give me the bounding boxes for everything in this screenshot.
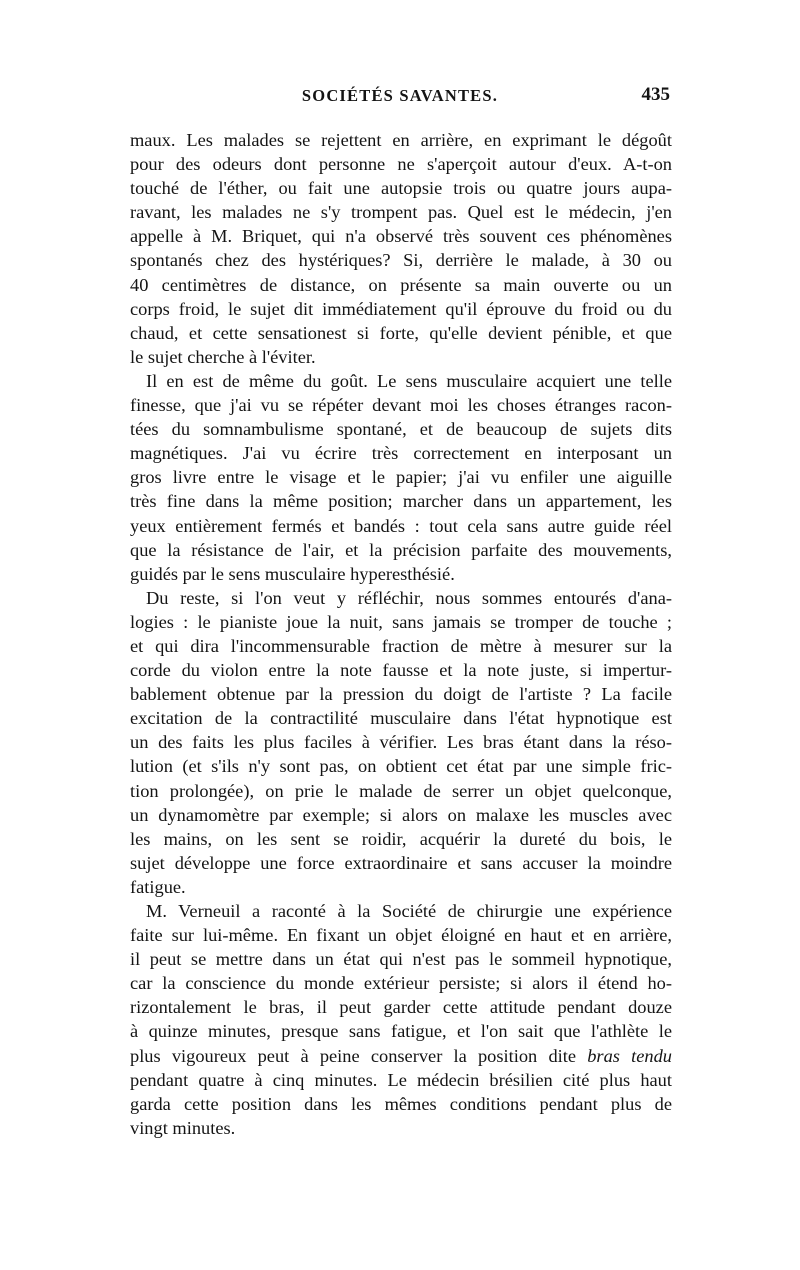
text-line: tion prolongée), on prie le malade de serrer un objet quelconque, (130, 780, 672, 801)
text-line: logies : le pianiste joue la nuit, sans jamais se tromper de touche ; (130, 611, 672, 632)
text-line: corde du violon entre la note fausse et la note juste, si impertur- (130, 660, 672, 681)
text-line: touché de l'éther, ou fait une autopsie trois ou quatre jours aupa- (130, 178, 672, 199)
text-span: plus vigoureux peut à peine conserver la position dite (130, 1045, 588, 1066)
text-line: car la conscience du monde extérieur persiste; si alors il étend ho- (130, 973, 672, 994)
text-line: ravant, les malades ne s'y trompent pas. Quel est le médecin, j'en (130, 202, 672, 223)
text-line: Du reste, si l'on veut y réfléchir, nous sommes entourés d'ana- (146, 587, 672, 608)
text-line: rizontalement le bras, il peut garder cette attitude pendant douze (130, 997, 672, 1018)
page-number: 435 (641, 84, 670, 105)
text-line: gros livre entre le visage et le papier; j'ai vu enfiler une aiguille (130, 467, 672, 488)
text-line: tées du somnambulisme spontané, et de beaucoup de sujets dits (130, 419, 672, 440)
text-line: un des faits les plus faciles à vérifier. Les bras étant dans la réso- (130, 732, 672, 753)
text-line: magnétiques. J'ai vu écrire très correctement en interposant un (130, 443, 672, 464)
text-line: bablement obtenue par la pression du doigt de l'artiste ? La facile (130, 684, 672, 705)
running-title: SOCIÉTÉS SAVANTES. (301, 86, 499, 105)
text-line-with-italic (130, 1044, 672, 1068)
text-line: M. Verneuil a raconté à la Société de chirurgie une expérience (146, 901, 672, 921)
text-line: corps froid, le sujet dit immédiatement qu'il éprouve du froid ou du (130, 298, 672, 319)
text-line: sujet développe une force extraordinaire et sans accuser la moindre (130, 852, 672, 873)
text-line: finesse, que j'ai vu se répéter devant moi les choses étranges racon- (130, 395, 672, 416)
text-line: excitation de la contractilité musculaire dans l'état hypnotique est (130, 708, 672, 729)
text-line: les mains, on les sent se roidir, acquérir la dureté du bois, le (130, 828, 672, 849)
text-line: fatigue. (130, 876, 186, 897)
text-line: pendant quatre à cinq minutes. Le médecin brésilien cité plus haut (130, 1069, 672, 1090)
page-header (130, 86, 670, 112)
text-line: guidés par le sens musculaire hyperesthésié. (130, 563, 455, 584)
text-line: maux. Les malades se rejettent en arrière, en exprimant le dégoût (130, 130, 672, 150)
text-line: lution (et s'ils n'y sont pas, on obtient cet état par une simple fric- (130, 756, 672, 777)
text-line: appelle à M. Briquet, qui n'a observé très souvent ces phénomènes (130, 226, 672, 247)
text-line: à quinze minutes, presque sans fatigue, et l'on sait que l'athlète le (130, 1021, 672, 1042)
text-line: chaud, et cette sensationest si forte, qu'elle devient pénible, et que (130, 322, 672, 343)
text-line: pour des odeurs dont personne ne s'aperçoit autour d'eux. A-t-on (130, 154, 672, 175)
text-line: il peut se mettre dans un état qui n'est pas le sommeil hypnotique, (130, 949, 672, 970)
text-line: 40 centimètres de distance, on présente sa main ouverte ou un (130, 274, 672, 295)
text-line: garda cette position dans les mêmes conditions pendant plus de (130, 1093, 672, 1114)
text-line: faite sur lui-même. En fixant un objet éloigné en haut et en arrière, (130, 925, 672, 946)
text-line: spontanés chez des hystériques? Si, derrière le malade, à 30 ou (130, 250, 672, 271)
text-line: Il en est de même du goût. Le sens musculaire acquiert une telle (146, 370, 672, 391)
text-line: vingt minutes. (130, 1117, 236, 1138)
text-line: très fine dans la même position; marcher dans un appartement, les (130, 491, 672, 512)
text-line: un dynamomètre par exemple; si alors on malaxe les muscles avec (130, 804, 672, 825)
body-text (130, 128, 672, 1140)
text-line: et qui dira l'incommensurable fraction de mètre à mesurer sur la (130, 635, 672, 656)
text-line: que la résistance de l'air, et la précision parfaite des mouvements, (130, 539, 672, 560)
italic-phrase: bras tendu (587, 1045, 672, 1066)
text-line: yeux entièrement fermés et bandés : tout cela sans autre guide réel (130, 515, 672, 536)
text-line: le sujet cherche à l'éviter. (130, 346, 316, 367)
